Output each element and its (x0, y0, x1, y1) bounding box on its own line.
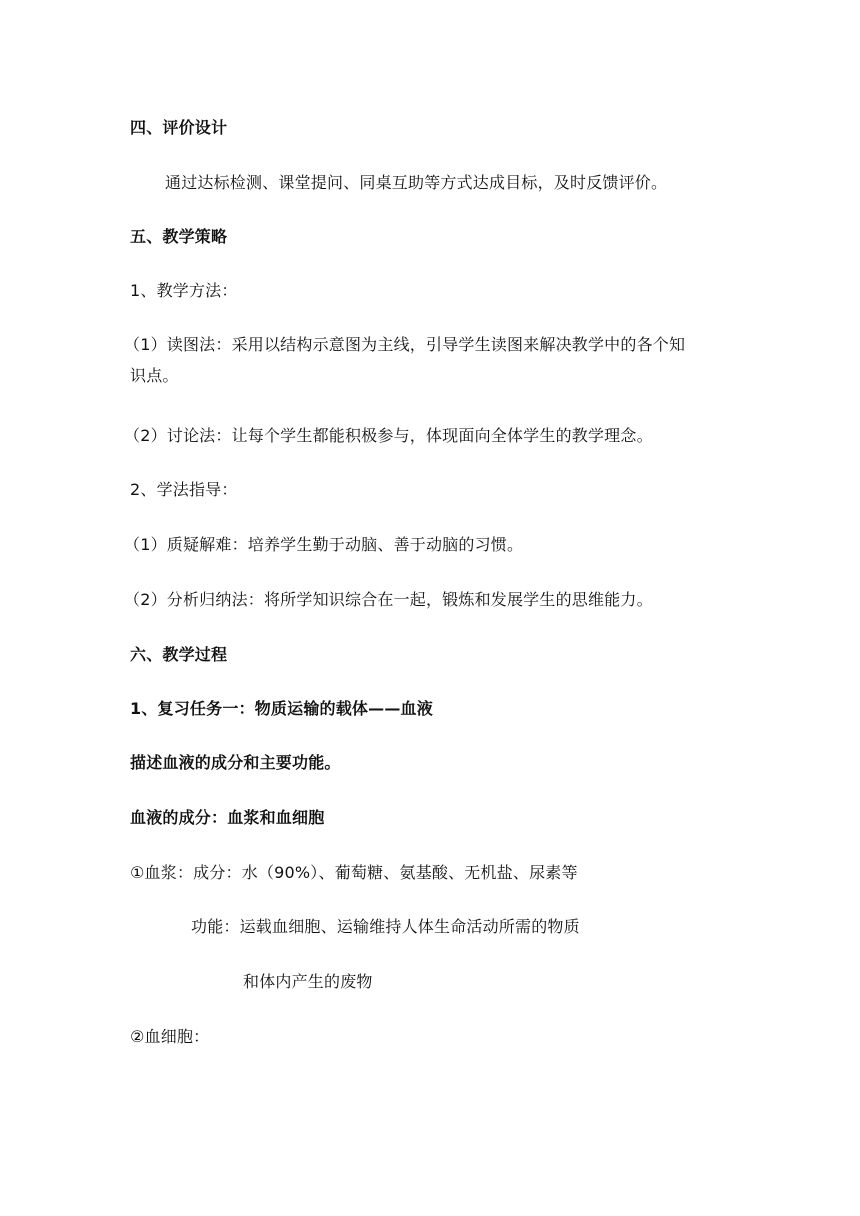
guidance2: （2）分析归纳法：将所学知识综合在一起，锻炼和发展学生的思维能力。 (124, 590, 653, 609)
plasma-function-line2: 和体内产生的废物 (243, 972, 373, 991)
blood-cells-heading: ②血细胞： (130, 1027, 210, 1046)
section4-text: 通过达标检测、课堂提问、同桌互助等方式达成目标，及时反馈评价。 (165, 173, 668, 192)
study-guidance-heading: 2、学法指导： (130, 480, 238, 499)
task1-heading: 1、复习任务一：物质运输的载体——血液 (130, 699, 433, 718)
task1-prompt: 描述血液的成分和主要功能。 (130, 753, 341, 772)
section4-heading: 四、评价设计 (130, 118, 228, 137)
teaching-methods-heading: 1、教学方法： (130, 281, 238, 300)
guidance1: （1）质疑解难：培养学生勤于动脑、善于动脑的习惯。 (124, 535, 524, 554)
section6-heading: 六、教学过程 (130, 645, 228, 664)
plasma-components: ①血浆：成分：水（90%）、葡萄糖、氨基酸、无机盐、尿素等 (130, 863, 578, 882)
section5-heading: 五、教学策略 (130, 227, 228, 246)
method1-line2: 识点。 (130, 366, 179, 385)
method1-line1: （1）读图法：采用以结构示意图为主线，引导学生读图来解决教学中的各个知 (124, 335, 686, 354)
method2: （2）讨论法：让每个学生都能积极参与，体现面向全体学生的教学理念。 (124, 426, 653, 445)
blood-components-heading: 血液的成分：血浆和血细胞 (130, 808, 325, 827)
plasma-function-line1: 功能：运载血细胞、运输维持人体生命活动所需的物质 (191, 917, 580, 936)
